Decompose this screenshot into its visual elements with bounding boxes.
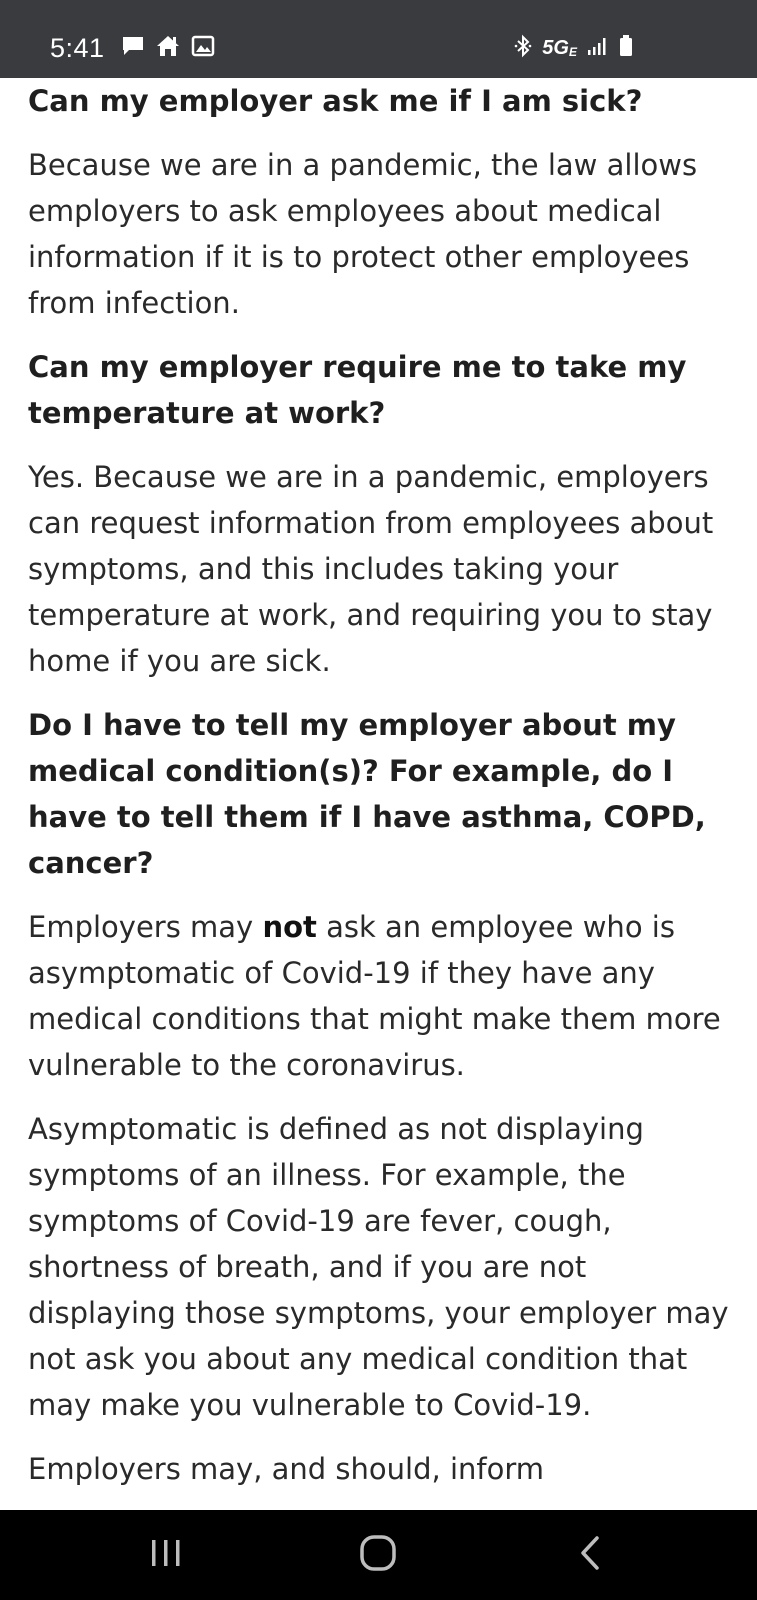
answer-emphasis: not [262,910,317,944]
status-bar [0,0,757,78]
answer-text: ask an employee who is asymptomatic of Covid-19 if they have any medical conditions that might make them more vulnerable to the coronavirus. [28,910,721,1082]
back-button[interactable] [560,1530,620,1580]
recent-apps-icon [149,1537,183,1573]
recent-apps-button[interactable] [136,1530,196,1580]
article-content[interactable] [0,78,757,1510]
article-body [0,78,757,1492]
answer-paragraph: Asymptomatic is defined as not displaying symptoms of an illness. For example, the symptoms of Covid-19 are fever, cough, shortness of breath, and if you are not displaying those symptoms, your employer may not ask you about any medical condition that may make you vulnerable to Covid-19. [28,1112,729,1422]
question-heading: Can my employer ask me if I am sick? [28,84,643,118]
network-label: 5G [542,36,569,59]
home-button[interactable] [348,1530,408,1580]
home-circle-icon [358,1533,398,1577]
message-icon [121,35,145,61]
answer-text: Employers may [28,910,263,944]
question-heading: Do I have to tell my employer about my medical condition(s)? For example, do I have to tell them if I have asthma, COPD, cancer? [28,708,706,880]
answer-paragraph: Yes. Because we are in a pandemic, employers can request information from employees about symptoms, and this includes taking your temperature at work, and requiring you to stay home if you are sick. [28,460,714,678]
status-right [514,28,633,68]
answer-paragraph [28,904,729,1088]
image-icon [191,35,215,61]
question-heading: Can my employer require me to take my temperature at work? [28,350,687,430]
battery-icon [619,34,633,62]
navigation-bar [0,1510,757,1600]
answer-paragraph: Employers may, and should, inform [28,1452,544,1486]
status-time: 5:41 [50,32,105,63]
back-chevron-icon [575,1535,605,1575]
answer-paragraph: Because we are in a pandemic, the law allows employers to ask employees about medical information if it is to protect other employees from infection. [28,148,698,320]
bluetooth-icon [514,34,532,62]
status-left [50,28,215,68]
home-icon [155,34,181,62]
network-sub: E [568,44,577,59]
signal-icon [587,35,609,61]
network-type [542,37,577,60]
